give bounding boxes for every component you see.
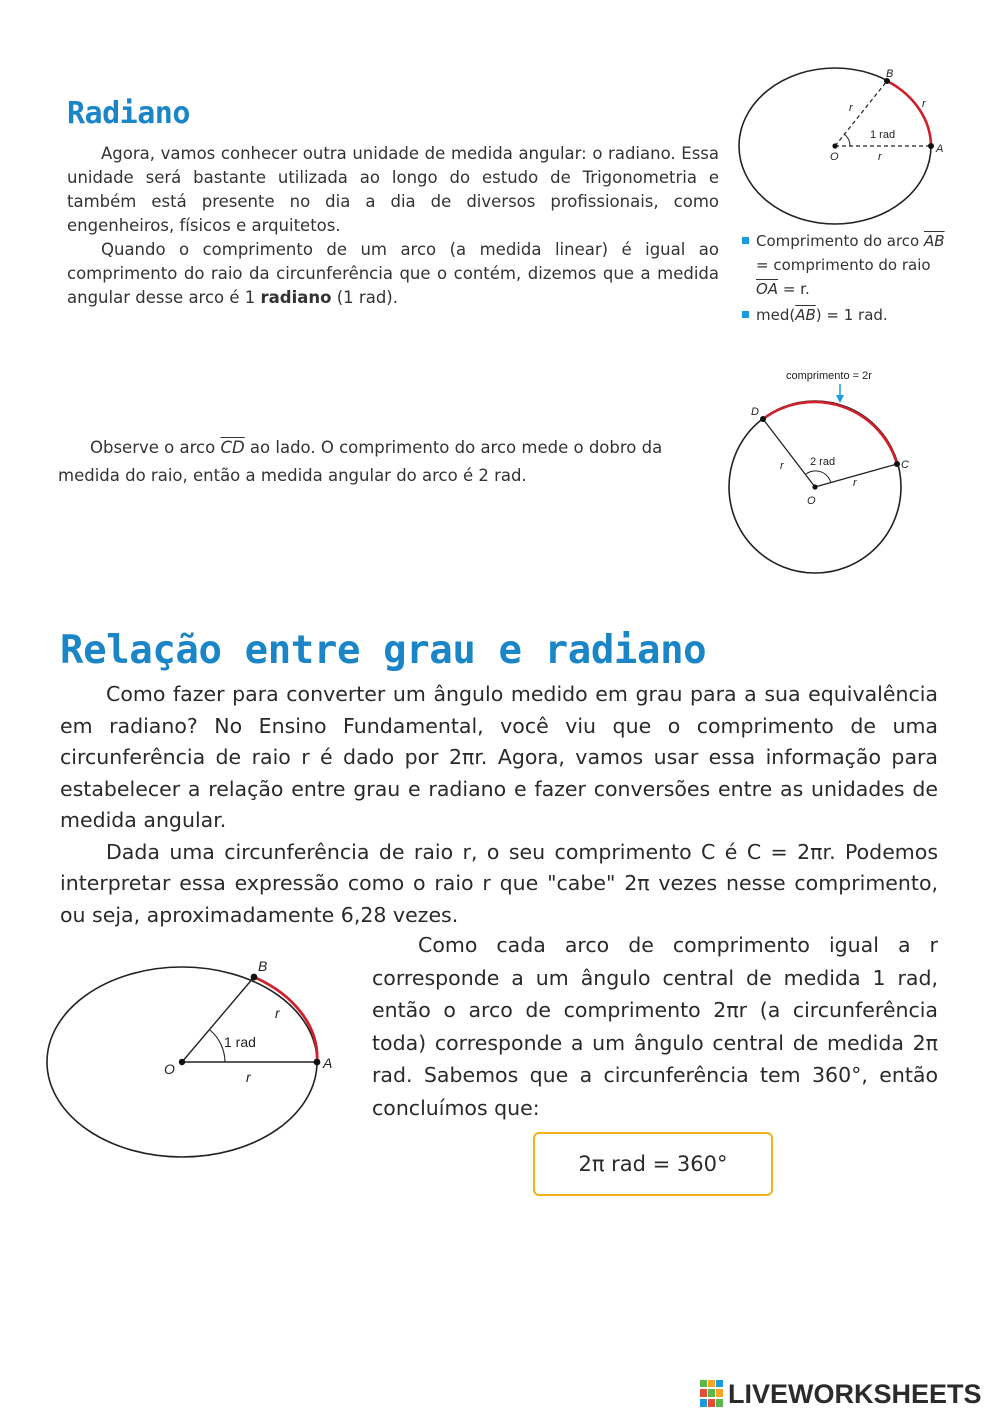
arc-notation: $\overline{CD}$: [220, 438, 245, 457]
length-label: comprimento = 2r: [786, 370, 872, 382]
brand-name: LIVEWORKSHEETS: [728, 1378, 982, 1409]
point-b: [251, 974, 258, 981]
label-b: B: [258, 958, 268, 974]
figure-2-rad-circle: [722, 362, 944, 576]
radius-od: [763, 419, 815, 487]
label-d: D: [751, 406, 759, 418]
relacao-paragraph-2: Dada uma circunferência de raio r, o seu comprimento C é C = 2πr. Podemos interpretar essa expressão como o raio r que "cabe" 2π vezes nesse comprimento, ou seja, aproximadamente 6,28 vezes.: [60, 839, 938, 927]
label-o: O: [807, 495, 816, 507]
radiano-paragraph-2: [67, 238, 719, 310]
arc-notation: $\overline{AB}$: [923, 232, 945, 250]
point-a: [928, 143, 934, 149]
para2-text: Quando o comprimento de um arco (a medida linear) é igual ao comprimento do raio da circunferência que o contém, dizemos que a medida angular desse arco é 1: [67, 240, 719, 307]
label-1rad: 1 rad: [870, 129, 896, 141]
label-r-oc: r: [853, 477, 857, 489]
point-o: [832, 143, 837, 148]
relacao-paragraph-3: Como cada arco de comprimento igual a r corresponde a um ângulo central de medida 1 rad, então o arco de comprimento 2πr (a circunferência toda) corresponde a um ângulo central de medida 2π rad. Sabemos que a circunferência tem 360°, então concluímos que:: [372, 933, 938, 1120]
caption-item-1: [742, 229, 952, 301]
liveworksheets-logo: [700, 1379, 982, 1409]
radiano-paragraph-1: Agora, vamos conhecer outra unidade de medida angular: o radiano. Essa unidade será bastante utilizada ao longo do estudo de Trigonometria e também está presente no dia a dia de diversos profissionais, como engenheiros, físicos e arquitetos.: [67, 144, 719, 235]
label-b: B: [886, 68, 894, 80]
figure-1-caption: [742, 229, 952, 327]
caption-text: Comprimento do arco: [756, 232, 924, 250]
label-r-oa: r: [246, 1069, 251, 1085]
bullet-square: [742, 311, 749, 318]
arrow-head: [836, 395, 844, 403]
arc-notation: $\overline{AB}$: [795, 306, 816, 324]
figure-1-rad-circle: [736, 64, 948, 230]
section-title-relacao: Relação entre grau e radiano: [60, 628, 707, 673]
angle-mark: [844, 134, 850, 146]
para2-bold: radiano: [260, 288, 332, 307]
label-2rad: 2 rad: [810, 456, 836, 468]
caption-text: = comprimento do raio: [756, 256, 931, 274]
segment-notation: $\overline{OA}$: [756, 280, 779, 298]
label-o: O: [164, 1061, 175, 1077]
arc-ab: [254, 977, 317, 1062]
arc-cd: [763, 402, 897, 464]
observe-post: ao lado. O comprimento do arco mede o dobro da medida do raio, então a medida angular do arco é 2 rad.: [58, 438, 663, 485]
caption-text: ) = 1 rad.: [815, 306, 888, 324]
section-title-radiano: Radiano: [67, 96, 190, 131]
observe-pre: Observe o arco: [90, 438, 221, 457]
relacao-paragraph-1: Como fazer para converter um ângulo medido em grau para a sua equivalência em radiano? No Ensino Fundamental, você viu que o comprimento de uma circunferência de raio r é dado por 2πr. Agora, vamos usar essa informação para estabelecer a relação entre grau e radiano e fazer conversões entre as unidades de medida angular.: [60, 682, 938, 832]
label-r-od: r: [780, 460, 784, 472]
label-o: O: [830, 151, 839, 163]
point-a: [314, 1059, 321, 1066]
logo-blocks-icon: [700, 1380, 724, 1408]
caption-item-2: [742, 303, 952, 327]
point-o: [179, 1059, 185, 1065]
formula-box: [533, 1132, 773, 1196]
point-d: [760, 416, 766, 422]
label-a: A: [936, 143, 944, 155]
caption-text: = r.: [778, 280, 810, 298]
label-r-arc: r: [275, 1005, 280, 1021]
para2-end: (1 rad).: [331, 288, 398, 307]
label-r-arc: r: [922, 98, 926, 110]
observe-paragraph: [58, 434, 678, 490]
observe-text: [58, 434, 678, 490]
point-o: [812, 484, 817, 489]
figure-3-rad-circle: [30, 950, 350, 1160]
label-1rad: 1 rad: [224, 1034, 256, 1050]
caption-text: med(: [756, 306, 796, 324]
label-a: A: [323, 1055, 333, 1071]
label-r-oa: r: [878, 151, 882, 163]
radiano-text: [67, 142, 719, 310]
relacao-text: [60, 679, 938, 931]
formula-text: 2π rad = 360°: [578, 1152, 728, 1176]
bullet-square: [742, 237, 749, 244]
label-c: C: [901, 459, 909, 471]
label-r-ob: r: [849, 102, 853, 114]
angle-mark: [210, 1030, 225, 1062]
point-c: [894, 461, 900, 467]
